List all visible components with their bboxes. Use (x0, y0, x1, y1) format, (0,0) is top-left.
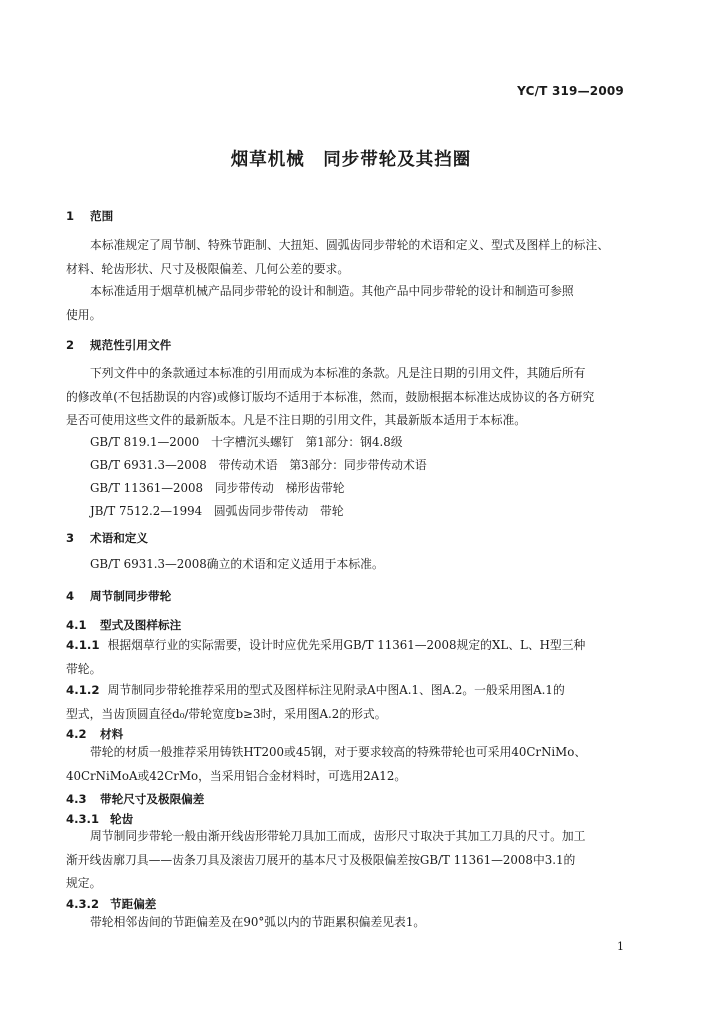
section-2-paragraph (66, 362, 632, 433)
text-line: 本标准适用于烟草机械产品同步带轮的设计和制造。其他产品中同步带轮的设计和制造可参照 (90, 284, 574, 298)
clause-number: 4.1.1 (66, 638, 100, 652)
section-title: 轮齿 (110, 812, 134, 826)
section-3-heading (66, 530, 148, 546)
text-line: 是否可使用这些文件的最新版本。凡是不注日期的引用文件，其最新版本适用于本标准。 (66, 413, 527, 427)
section-1-paragraph-2 (66, 280, 632, 327)
text-line: 带轮相邻齿间的节距偏差及在90°弧以内的节距累积偏差见表1。 (90, 915, 426, 929)
text-line: GB/T 6931.3—2008确立的术语和定义适用于本标准。 (90, 557, 384, 571)
section-number: 4.2 (66, 727, 87, 741)
section-title: 型式及图样标注 (100, 618, 182, 632)
section-1-paragraph-1 (66, 234, 632, 281)
clause-4-3-1-paragraph (66, 825, 632, 896)
clause-4-2-paragraph (66, 741, 632, 788)
subsection-4-2-heading (66, 726, 123, 742)
section-number: 4.3.1 (66, 812, 100, 826)
document-title: 烟草机械 同步带轮及其挡圈 (230, 150, 472, 170)
text-line: 根据烟草行业的实际需要，设计时应优先采用GB/T 11361—2008规定的XL、L、H型三种 (107, 638, 586, 652)
text-line: 周节制同步带轮一般由渐开线齿形带轮刀具加工而成，齿形尺寸取决于其加工刀具的尺寸。加工 (90, 829, 586, 843)
section-title: 规范性引用文件 (90, 338, 172, 352)
section-1-heading (66, 208, 113, 224)
text-line: 带轮的材质一般推荐采用铸铁HT200或45钢，对于要求较高的特殊带轮也可采用40CrNiMo、 (90, 745, 587, 759)
text-line: 渐开线齿廓刀具——齿条刀具及滚齿刀展开的基本尺寸及极限偏差按GB/T 11361—2008中3.1的 (66, 852, 576, 867)
reference-item: GB/T 11361—2008 同步带传动 梯形齿带轮 (90, 481, 345, 495)
text-line: 周节制同步带轮推荐采用的型式及图样标注见附录A中图A.1、图A.2。一般采用图A.1的 (107, 683, 565, 697)
text-line: 材料、轮齿形状、尺寸及极限偏差、几何公差的要求。 (66, 261, 350, 276)
section-4-heading (66, 588, 171, 604)
text-line: 40CrNiMoA或42CrMo，当采用铝合金材料时，可选用2A12。 (66, 768, 407, 783)
section-title: 节距偏差 (110, 897, 157, 911)
text-line: 规定。 (66, 876, 102, 890)
clause-4-1-1 (66, 634, 632, 681)
text-line: 型式，当齿顶圆直径d₀/带轮宽度b≥3时，采用图A.2的形式。 (66, 706, 387, 721)
reference-item: GB/T 6931.3—2008 带传动术语 第3部分：同步带传动术语 (90, 458, 427, 472)
section-number: 4.3 (66, 792, 87, 806)
text-line: 使用。 (66, 307, 102, 322)
section-3-paragraph (66, 553, 632, 577)
section-2-heading (66, 337, 171, 353)
section-title: 材料 (100, 727, 124, 741)
section-title: 范围 (90, 209, 114, 223)
clause-4-3-2-paragraph (66, 911, 632, 935)
clause-number: 4.1.2 (66, 683, 100, 697)
subsection-4-3-heading (66, 791, 204, 807)
section-title: 带轮尺寸及极限偏差 (100, 792, 205, 806)
section-number: 3 (66, 531, 75, 545)
text-line: 带轮。 (66, 661, 102, 676)
text-line: 本标准规定了周节制、特殊节距制、大扭矩、圆弧齿同步带轮的术语和定义、型式及图样上的标注、 (90, 238, 610, 252)
section-title: 周节制同步带轮 (90, 589, 172, 603)
section-number: 1 (66, 209, 75, 223)
clause-4-1-2 (66, 679, 632, 726)
standard-code: YC/T 319—2009 (517, 84, 624, 98)
subsection-4-1-heading (66, 617, 181, 633)
reference-item: GB/T 819.1—2000 十字槽沉头螺钉 第1部分：钢4.8级 (90, 435, 403, 449)
text-line: 下列文件中的条款通过本标准的引用而成为本标准的条款。凡是注日期的引用文件，其随后所有 (90, 366, 586, 380)
section-title: 术语和定义 (90, 531, 148, 545)
section-number: 2 (66, 338, 75, 352)
section-number: 4 (66, 589, 75, 603)
reference-item: JB/T 7512.2—1994 圆弧齿同步带传动 带轮 (90, 504, 344, 518)
clause-4-3-2-heading (66, 896, 156, 912)
section-number: 4.3.2 (66, 897, 100, 911)
section-number: 4.1 (66, 618, 87, 632)
page-number: 1 (617, 940, 624, 953)
text-line: 的修改单(不包括勘误的内容)或修订版均不适用于本标准，然而，鼓励根据本标准达成协议的各方研究 (66, 389, 595, 404)
